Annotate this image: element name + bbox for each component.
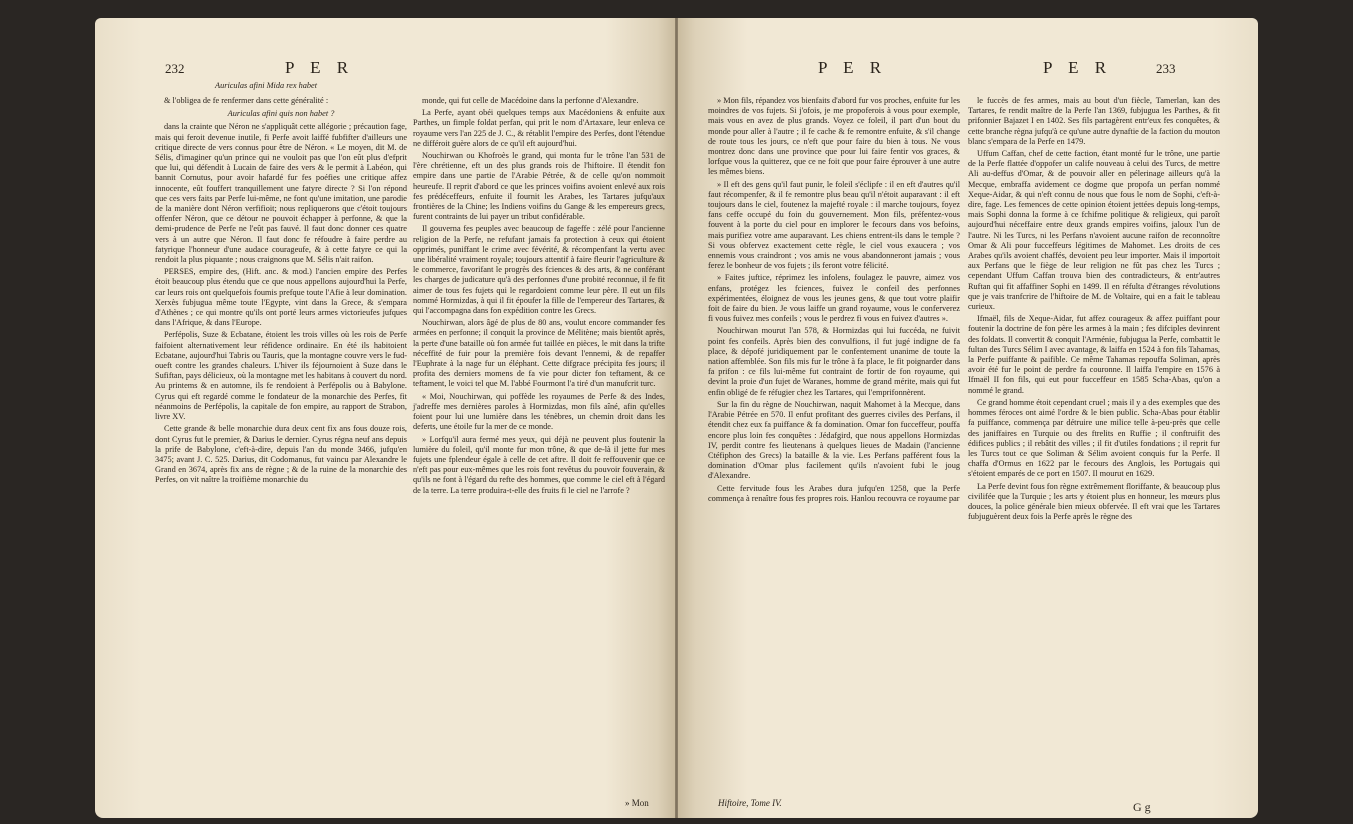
right-running-head-2: P E R: [1043, 58, 1113, 77]
paragraph: La Perfe, ayant obéi quelques temps aux Macédoniens & enfuite aux Parthes, un fimple foldat perfan, qui prit le nom d'Artaxare, leur enleva ce royaume vers l'an 225 de J. C., & rétablit l'empire des Perfes, dont l'étendue ne différoit guère alors de ce qu'il eft aujourd'hui.: [413, 108, 665, 148]
paragraph: La Perfe devint fous fon règne extrêmement floriffante, & beaucoup plus civilifée que la Turquie ; les arts y étoient plus en honneur, les mœurs plus douces, la police générale bien mieux obfervée. Il eft vrai que les Tartares fubjuguèrent deux fois la Perfe après le règne des: [968, 481, 1220, 522]
paragraph: PERSES, empire des, (Hift. anc. & mod.) l'ancien empire des Perfes étoit beaucoup plus étendu que ce que nous appellons aujourd'hui la Perfe, car leurs rois ont quelquefois foumis prefque toute l'Afie à leur domination. Xerxès fubjugua même toute l'Egypte, vint dans la Grece, & s'empara d'Athènes ; ce qui montre qu'ils ont porté leurs armes victorieufes jufques dans l'Afrique, & dans l'Europe.: [155, 267, 407, 328]
right-running-head-1: P E R: [818, 58, 888, 77]
right-column-2: [968, 96, 1220, 524]
right-column-1: [708, 96, 960, 506]
paragraph: » Il eft des gens qu'il faut punir, le foleil s'éclipfe : il en eft d'autres qu'il faut récompenfer, & il fe remontre plus beau qu'il n'étoit auparavant : il eft toujours dans le ciel, foutenez la majefté royale : il marche toujours, foyez fans ceffe occupé du foin du gouvernement. Mon fils, préfentez-vous fouvent à la porte du ciel pour en implorer le fecours dans vos befoins, mais purifiez votre ame auparavant. Les chiens entrent-ils dans le temple ? Si vous obfervez exactement cette règle, le ciel vous exaucera ; vos ennemis vous craindront ; vos amis ne vous abandonneront jamais ; vous ferez le bonheur de vos fujets ; ils feront votre félicité.: [708, 179, 960, 271]
left-page-number: 232: [165, 61, 185, 76]
paragraph: Nouchirwan ou Khofroès le grand, qui monta fur le trône l'an 531 de l'ère chrétienne, eft un des plus grands rois de l'hiftoire. Il étendit fon empire dans une partie de l'Arabie Pétrée, & de celle qu'on nommoit heureufe. Il reprit d'abord ce que les princes voifins avoient enlevé aux rois fes prédéceffeurs, enfuite il fournit les Arabes, les Tartares jufqu'aux frontières de la Chine; les Indiens voifins du Gange & les empereurs grecs, furent contraints de lui payer un tribut confidérable.: [413, 151, 665, 222]
paragraph: Perfépolis, Suze & Ecbatane, étoient les trois villes où les rois de Perfe faifoient alternativement leur réfidence ordinaire. En été ils habitoient Ecbatane, aujourd'hui Tabris ou Tauris, que la montagne couvre vers le fud-oueft contre les grandes chaleurs. L'hiver ils féjournoient à Suze dans le Sufiftan, pays délicieux, où la montagne met les habitans à couvert du nord. Au printems & en automne, ils fe rendoient à Perfépolis ou à Babylone. Cyrus qui eft regardé comme le fondateur de la monarchie des Perfes, fit néanmoins de Perfépolis, la capitale de fon empire, au rapport de Strabon, livre XV.: [155, 330, 407, 422]
paragraph: Ce grand homme étoit cependant cruel ; mais il y a des exemples que des hommes féroces ont aimé l'ordre & le bien public. Scha-Abas pour établir fa puiffance, commença par détruire une milice telle à-peu-près que celle des janiffaires en Turquie ou des ftrelits en Ruffie ; il conftruifit des édifices publics ; il rebâtit des villes ; il fit d'utiles fondations ; il reprit fur les Turcs tout ce que Soliman & Sélim avoient conquis fur la Perfe. Il chaffa d'Ormus en 1622 par le fecours des Anglois, les Portugais qui s'étoient emparés de ce port en 1507. Il mourut en 1629.: [968, 397, 1220, 479]
paragraph: monde, qui fut celle de Macédoine dans la perfonne d'Alexandre.: [422, 96, 639, 105]
left-page: [95, 18, 675, 818]
signature-mark: G g: [1133, 800, 1151, 814]
right-page: [678, 18, 1258, 818]
paragraph: Auriculas afini quis non habet ?: [227, 109, 335, 119]
right-page-number: 233: [1156, 61, 1176, 76]
paragraph: Cette fervitude fous les Arabes dura jufqu'en 1258, que la Perfe commença à renaître fous fes propres rois. Hanlou recouvra ce royaume par: [708, 483, 960, 503]
paragraph: » Faites juftice, réprimez les infolens, foulagez le pauvre, aimez vos enfans, protégez les fciences, fuivez le confeil des perfonnes expérimentées, éloignez de vous les jeunes gens, & que tout votre plaifir foit de faire du bien. Je vous laiffe un grand royaume, vous le conferverez fi vous fuivez mes confeils ; vous le perdrez fi vous en fuivez d'autres ».: [708, 273, 960, 324]
paragraph: dans la crainte que Néron ne s'appliquât cette allégorie ; précaution fage, mais qui feroit devenue inutile, fi Perfe avoit laiffé fubfifter d'ailleurs une critique directe de vers connus pour être de Néron. « Le moyen, dit M. de Sélis, d'imaginer qu'un prince qui ne vouloit pas que l'on eût plus d'efprit que lui, qui défendit à Lucain de faire des vers & le permit à Labéon, qui bannit Cornutus, pour avoir hafardé fur fes poéfies une critique affez innocente, eût fouffert tranquillement une fatyre directe ? Si l'on répond que ces vers faits par Perfe lui-même, ne font qu'une imitation, une parodie de la manière dont Néron verfifioit; nous repliquerons que c'étoit toujours offenfer Néron, que ce détour ne pouvoit échapper à perfonne, & que la demi-prudence de Perfe ne l'eût pas fauvé. Il faut donc donner ces quatre vers à un autre que Néron. Il faut donc fe réfoudre à faire perdre au fatyrique l'honneur d'une audace courageufe, & à cette fatyre ce qui la rendoit la plus piquante ; nous craignons que M. Sélis n'ait raifon.: [155, 122, 407, 265]
paragraph: » Mon fils, répandez vos bienfaits d'abord fur vos proches, enfuite fur les moindres de vos fujets. Si j'ofois, je me propoferois à vous pour exemple, mais vous en avez de plus grands. Voyez ce foleil, il part d'un bout du monde pour aller à l'autre ; il fe cache & fe remontre enfuite, & s'il change de route tous les jours, ce n'eft que pour faire du bien à tous. Ne vous montrez donc dans une province que pour lui faire fentir vos graces, & lorfque vous la quitterez, que ce ne foit que pour faire éprouver à une autre les mêmes biens.: [708, 96, 960, 177]
left-column-1: [155, 96, 407, 488]
paragraph: & l'obligea de fe renfermer dans cette généralité :: [164, 96, 329, 105]
footer-title: Hiftoire, Tome IV.: [718, 798, 782, 808]
paragraph: Nouchirwan mourut l'an 578, & Hormizdas qui lui fuccéda, ne fuivit point fes confeils. Après bien des convulfions, il fut jugé indigne de fa place, & dépofé juridiquement par le confentement unanime de toute la nation affemblée. Son fils mis fur le trône à fa place, le fit poignarder dans fa prifon : ce fils lui-même fut contraint de fortir de fon royaume, qui devint la proie d'un fujet de Waranes, homme de grand mérite, mais qui fut enfin obligé de fe réfugier chez les Tartares, qui l'emprifonnèrent.: [708, 326, 960, 397]
paragraph: « Moi, Nouchirwan, qui poffède les royaumes de Perfe & des Indes, j'adreffe mes dernières paroles à Hormizdas, mon fils aîné, afin qu'elles foient pour lui une lumière dans les ténèbres, un chemin droit dans les deferts, une étoile fur la mer de ce monde.: [413, 391, 665, 432]
paragraph: le fuccès de fes armes, mais au bout d'un fiècle, Tamerlan, kan des Tartares, fe rendit maître de la Perfe l'an 1369, fubjugua les Parthes, & fit prifonnier Bajazet I en 1402. Ses fils partagèrent entr'eux fes conquêtes, & cette branche règna jufqu'à ce qu'une autre dynaftie de la faction du mouton blanc s'empara de la Perfe en 1479.: [968, 96, 1220, 146]
paragraph: Nouchirwan, alors âgé de plus de 80 ans, voulut encore commander fes armées en perfonne; il conquit la province de Mélitène; mais bientôt après, la perte d'une bataille où fon armée fut taillée en pièces, le mit dans la trifte néceffité de fuir pour la première fois devant l'ennemi, & de repaffer l'Euphrate à la nage fur un éléphant. Cette difgrace précipita fes jours; il profita des derniers momens de fa vie pour dicter fon teftament, & ce teftament, le voici tel que M. l'abbé Fourmont l'a tiré d'un manufcrit turc.: [413, 318, 665, 389]
left-column-2: [413, 96, 665, 498]
paragraph: Cette grande & belle monarchie dura deux cent fix ans fous douze rois, dont Cyrus fut le premier, & Darius le dernier. Cyrus régna neuf ans depuis la prife de Babylone, c'eft-à-dire, depuis l'an du monde 3466, jufqu'en 3475; avant J. C. 525. Darius, dit Codomanus, fut vaincu par Alexandre le Grand en 3674, après fix ans de règne ; & de la ruine de la monarchie des Perfes, on vit naître la troifième monarchie du: [155, 424, 407, 485]
paragraph: Ifmaël, fils de Xeque-Aidar, fut affez courageux & affez puiffant pour foutenir la doctrine de fon père les armes à la main ; fes difciples devinrent des foldats. Il convertit & conquit l'Arménie, fubjugua la Perfe, combattit le fultan des Turcs Sélim I avec avantage, & laiffa en 1524 à fon fils Tahamas, la Perfe puiffante & paifible. Ce même Tahamas repouffa Soliman, après avoir été fur le point de perdre fa couronne. Il laiffa l'empire en 1576 à Ifmaël II fon fils, qui eut pour fucceffeur en 1585 Scha-Abas, qu'on a nommé le grand.: [968, 314, 1220, 395]
paragraph: Sur la fin du règne de Nouchirwan, naquit Mahomet à la Mecque, dans l'Arabie Pétrée en 570. Il enfut profitant des guerres civiles des Perfans, il étendit chez eux fa puiffance & fa domination. Omar fon fucceffeur, pouffa encore plus loin fes conquêtes : Jédafgird, que nous appellons Hormizdas IV, perdit contre fes lieutenans à quelques lieues de Madain (l'ancienne Ctéfiphon des Grecs) la bataille & la vie. Les Perfans pafférent fous la domination d'Omar plus facilement qu'ils n'avoient fubi le joug d'Alexandre.: [708, 399, 960, 481]
paragraph: » Lorfqu'il aura fermé mes yeux, qui déjà ne peuvent plus foutenir la lumière du foleil, qu'il monte fur mon trône, & que de-là il jette fur mes fujets une fplendeur égale à celle de cet aftre. Il doit fe reffouvenir que ce n'eft pas pour eux-mêmes que les rois font revêtus du pouvoir fouverain, & qu'ils ne font à l'égard du refte des hommes, que comme le ciel eft à l'égard de la terre. La terre produira-t-elle des fruits fi le ciel ne l'arrofe ?: [413, 434, 665, 495]
paragraph: Uffum Caffan, chef de cette faction, étant monté fur le trône, une partie de la Perfe flattée d'oppofer un calife nouveau à celui des Turcs, de mettre Ali au-deffus d'Omar, & de pouvoir aller en pélerinage ailleurs qu'à la Mecque, embraffa avidement ce dogme que propofa un perfan nommé Xeque-Aidar, & qui n'eft connu de nous que fous le nom de Sophi, c'eft-à-dire, fage. Les femences de cette opinion étoient jettées depuis long-temps, mais Sophi donna la forme à ce fchifme politique & religieux, qui paroît aujourd'hui néceffaire entre deux grands empires voifins, jaloux l'un de l'autre. Ni les Turcs, ni les Perfans n'avoient aucune raifon de reconnoître Omar & Ali pour fucceffeurs légitimes de Mahomet. Les droits de ces Arabes qu'ils avoient chaffés, devoient peu leur importer. Mais il importoit aux Perfans que le fiège de leur religion ne fût pas chez les Turcs ; cependant Uffum Caffan trouva bien des contradicteurs, & entr'autres Ruftan qui fit affaffiner Sophi en 1499. Il en réfulta d'étranges révolutions que je vais tranfcrire de l'hiftoire de M. de Voltaire, qui en a fait le tableau curieux.: [968, 149, 1220, 312]
left-running-head: P E R: [285, 58, 355, 77]
left-motto: Auriculas afini Mida rex habet: [215, 81, 318, 90]
catchword: » Mon: [625, 798, 649, 808]
paragraph: Il gouverna fes peuples avec beaucoup de fageffe : zélé pour l'ancienne religion de la Perfe, ne refufant jamais fa protection à ceux qui étoient opprimés, puniffant le crime avec févérité, & récompenfant la vertu avec une libéralité vraiment royale; toujours attentif à faire fleurir l'agriculture & le commerce, favorifant le progrès des fciences & des arts, & ne conférant les charges de judicature qu'à des perfonnes d'une probité reconnue, il fe fit aimer de tous fes fujets qui le regardoient comme leur père. Il eut un fils nommé Hormizdas, à qui il fit époufer la fille de l'empereur des Tartares, & qui l'accompagna dans fon expédition contre les Grecs.: [413, 224, 665, 316]
